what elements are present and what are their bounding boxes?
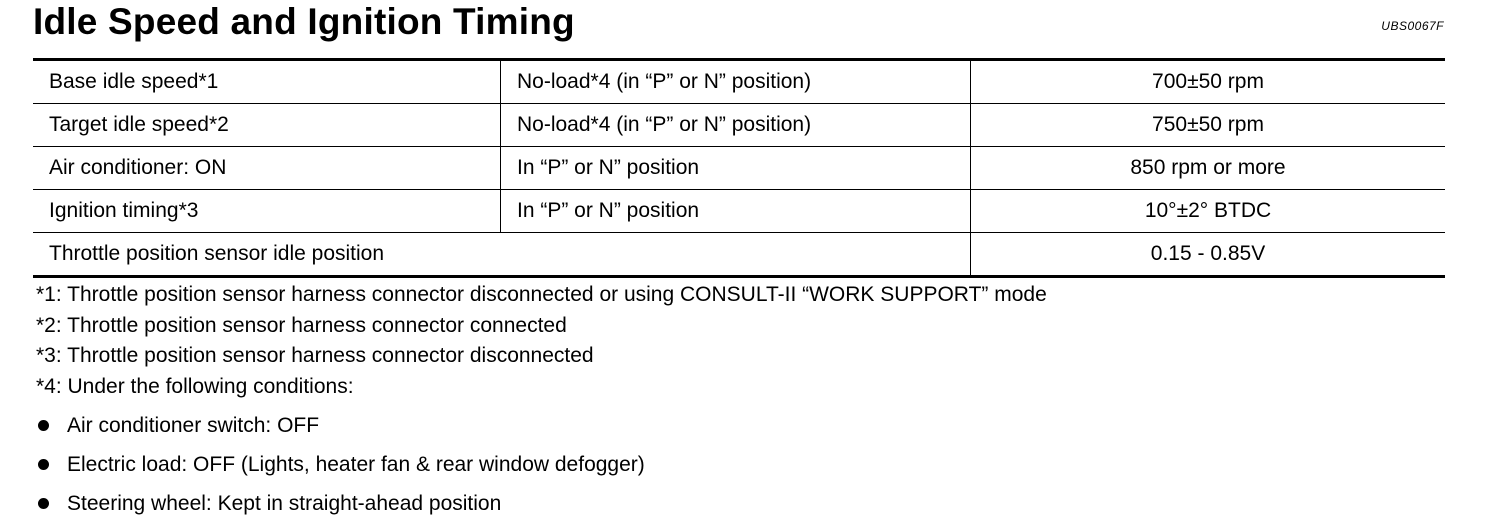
condition-text: Electric load: OFF (Lights, heater fan & rear window defogger) — [67, 452, 645, 476]
footnote: *3: Throttle position sensor harness connector disconnected — [36, 344, 594, 367]
bullet-icon — [38, 459, 49, 470]
spec-label: Air conditioner: ON — [33, 147, 501, 190]
spec-condition: No-load*4 (in “P” or N” position) — [501, 104, 971, 147]
table-row — [33, 233, 1445, 277]
idle-speed-spec-table — [33, 58, 1445, 278]
condition-text: Air conditioner switch: OFF — [67, 413, 320, 437]
bullet-icon — [38, 498, 49, 509]
spec-label: Throttle position sensor idle position — [33, 233, 971, 277]
footnotes — [36, 280, 1047, 402]
spec-value: 10°±2° BTDC — [971, 190, 1446, 233]
footnote: *1: Throttle position sensor harness connector disconnected or using CONSULT-II “WORK SUPPORT” mode — [36, 283, 1047, 306]
table-row — [33, 147, 1445, 190]
list-item — [36, 484, 645, 523]
reference-code: UBS0067F — [1381, 19, 1444, 33]
footnote: *4: Under the following conditions: — [36, 374, 354, 398]
spec-value: 700±50 rpm — [971, 60, 1446, 104]
spec-label: Target idle speed*2 — [33, 104, 501, 147]
spec-label: Ignition timing*3 — [33, 190, 501, 233]
table-row — [33, 190, 1445, 233]
spec-condition: In “P” or N” position — [501, 147, 971, 190]
spec-label: Base idle speed*1 — [33, 60, 501, 104]
spec-value: 0.15 - 0.85V — [971, 233, 1446, 277]
condition-text: Steering wheel: Kept in straight-ahead position — [67, 491, 502, 515]
table-row — [33, 104, 1445, 147]
page-title: Idle Speed and Ignition Timing — [33, 1, 575, 42]
spec-condition: In “P” or N” position — [501, 190, 971, 233]
condition-list — [36, 406, 645, 523]
footnote: *2: Throttle position sensor harness connector connected — [36, 313, 567, 337]
list-item — [36, 406, 645, 445]
list-item — [36, 445, 645, 484]
spec-value: 750±50 rpm — [971, 104, 1446, 147]
spec-condition: No-load*4 (in “P” or N” position) — [501, 60, 971, 104]
table-row — [33, 60, 1445, 104]
bullet-icon — [38, 420, 49, 431]
spec-value: 850 rpm or more — [971, 147, 1446, 190]
